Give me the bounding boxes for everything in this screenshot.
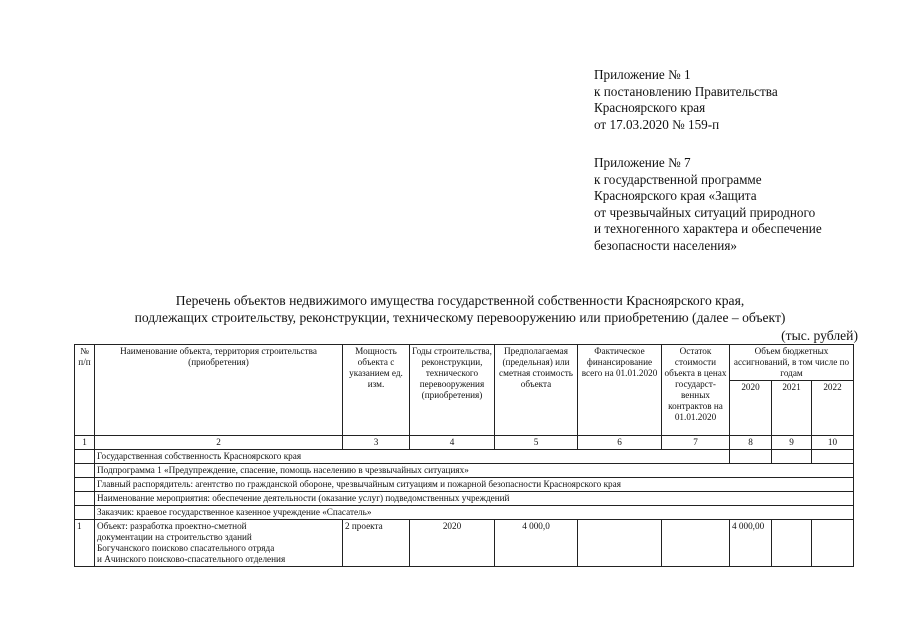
appendix-1-line: к постановлению Правительства bbox=[594, 83, 778, 99]
header-year-2021: 2021 bbox=[772, 381, 812, 436]
column-number: 4 bbox=[410, 436, 495, 450]
header-cost: Предполагаемая (предельная) или сметная стоимость объекта bbox=[495, 345, 578, 436]
header-actual: Фактическое финансирование всего на 01.01.2020 bbox=[578, 345, 662, 436]
section-num-cell bbox=[75, 450, 95, 464]
column-number: 5 bbox=[495, 436, 578, 450]
appendix-1-line: от 17.03.2020 № 159-п bbox=[594, 116, 720, 132]
object-name-line: документации на строительство зданий bbox=[97, 532, 252, 542]
section-num-cell bbox=[75, 506, 95, 520]
section-label: Подпрограмма 1 «Предупреждение, спасение, помощь населению в чрезвычайных ситуациях» bbox=[95, 464, 854, 478]
section-row bbox=[75, 464, 854, 478]
title-line-2: подлежащих строительству, реконструкции, техническому перевооружению или приобретению (далее – объект) bbox=[134, 310, 786, 325]
header-capacity: Мощность объекта с указанием ед. изм. bbox=[343, 345, 410, 436]
row-object-name bbox=[95, 520, 343, 567]
row-remain bbox=[662, 520, 730, 567]
column-number: 7 bbox=[662, 436, 730, 450]
section-label: Главный распорядитель: агентство по гражданской обороне, чрезвычайным ситуациям и пожарной безопасности Красноярского края bbox=[95, 478, 854, 492]
object-name-line: и Ачинского поисково-спасательного отделения bbox=[97, 554, 286, 564]
title-line-1: Перечень объектов недвижимого имущества государственной собственности Красноярского края, bbox=[175, 293, 745, 308]
table-header-row bbox=[75, 345, 854, 381]
header-num: № п/п bbox=[75, 345, 95, 436]
section-row bbox=[75, 478, 854, 492]
column-number: 6 bbox=[578, 436, 662, 450]
appendix-7-line: к государственной программе bbox=[594, 171, 762, 187]
section-empty-cell bbox=[730, 450, 772, 464]
row-num: 1 bbox=[75, 520, 95, 567]
row-2020: 4 000,00 bbox=[730, 520, 772, 567]
objects-table bbox=[74, 344, 854, 567]
row-capacity: 2 проекта bbox=[343, 520, 410, 567]
column-number: 1 bbox=[75, 436, 95, 450]
header-budget: Объем бюджетных ассигнований, в том числе по годам bbox=[730, 345, 854, 381]
row-2022 bbox=[812, 520, 854, 567]
section-num-cell bbox=[75, 464, 95, 478]
units-label: (тыс. рублей) bbox=[781, 328, 858, 343]
column-number: 9 bbox=[772, 436, 812, 450]
section-label: Государственная собственность Красноярского края bbox=[95, 450, 730, 464]
header-year-2022: 2022 bbox=[812, 381, 854, 436]
appendix-1-block bbox=[594, 67, 778, 133]
section-label: Наименование мероприятия: обеспечение деятельности (оказание услуг) подведомственных учреждений bbox=[95, 492, 854, 506]
column-number: 2 bbox=[95, 436, 343, 450]
header-name: Наименование объекта, территория строительства (приобретения) bbox=[95, 345, 343, 436]
section-row bbox=[75, 506, 854, 520]
appendix-7-block bbox=[594, 155, 822, 254]
column-number-row bbox=[75, 436, 854, 450]
section-label: Заказчик: краевое государственное казенное учреждение «Спасатель» bbox=[95, 506, 854, 520]
row-years: 2020 bbox=[410, 520, 495, 567]
column-number: 8 bbox=[730, 436, 772, 450]
object-name-line: Богучанского поисково спасательного отряда bbox=[97, 543, 275, 553]
row-cost: 4 000,0 bbox=[495, 520, 578, 567]
row-actual bbox=[578, 520, 662, 567]
object-name-line: Объект: разработка проектно-сметной bbox=[97, 521, 247, 531]
appendix-7-line: и техногенного характера и обеспечение bbox=[594, 221, 822, 236]
appendix-7-line: Приложение № 7 bbox=[594, 155, 691, 170]
appendix-7-line: Красноярского края «Защита bbox=[594, 188, 757, 203]
header-years: Годы строительства, реконструкции, технического перевооружения (приобретения) bbox=[410, 345, 495, 436]
table-row bbox=[75, 520, 854, 567]
header-year-2020: 2020 bbox=[730, 381, 772, 436]
column-number: 10 bbox=[812, 436, 854, 450]
column-number: 3 bbox=[343, 436, 410, 450]
appendix-7-line: безопасности населения» bbox=[594, 237, 737, 253]
section-row bbox=[75, 450, 854, 464]
appendix-1-line: Приложение № 1 bbox=[594, 67, 691, 82]
appendix-7-line: от чрезвычайных ситуаций природного bbox=[594, 204, 816, 220]
section-num-cell bbox=[75, 478, 95, 492]
appendix-1-line: Красноярского края bbox=[594, 100, 706, 115]
row-2021 bbox=[772, 520, 812, 567]
header-remain: Остаток стоимости объекта в ценах государст-венных контрактов на 01.01.2020 bbox=[662, 345, 730, 436]
document-title bbox=[60, 292, 860, 326]
section-empty-cell bbox=[772, 450, 812, 464]
section-empty-cell bbox=[812, 450, 854, 464]
section-num-cell bbox=[75, 492, 95, 506]
section-row bbox=[75, 492, 854, 506]
